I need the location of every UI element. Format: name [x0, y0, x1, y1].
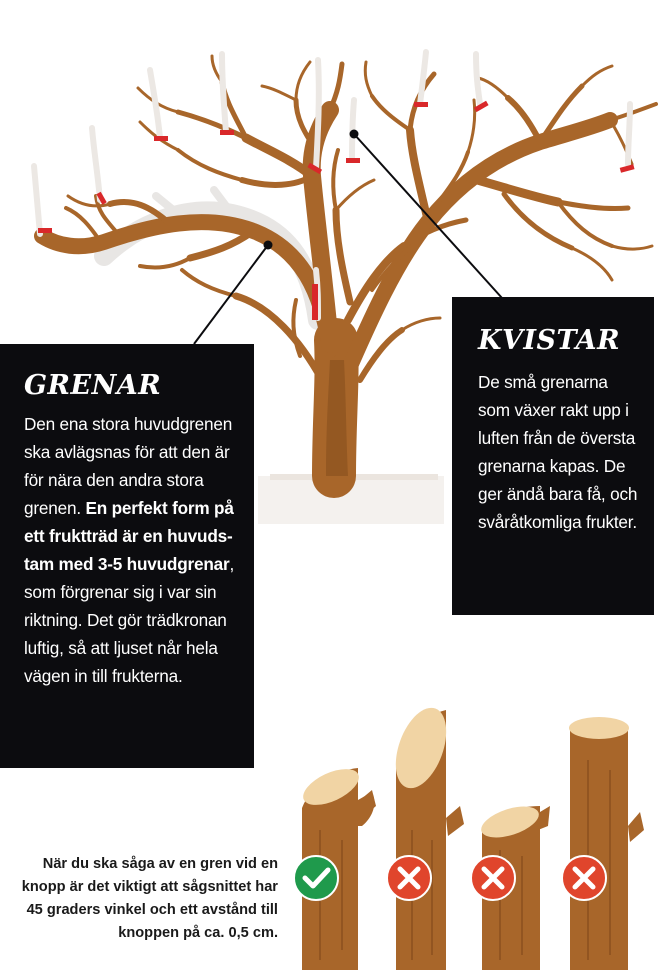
kvistar-info-box — [452, 297, 654, 615]
kvistar-pointer-dot — [350, 130, 359, 139]
kvistar-text: De små grenarna som växer rakt upp i luften från de översta grenarna kapas. De ger ändå bara få, och svåråtkomliga frukter. — [478, 372, 638, 532]
check-icon — [294, 856, 338, 900]
grenar-text — [24, 410, 240, 690]
trunk-shade — [326, 360, 348, 476]
grenar-pointer-dot — [264, 241, 273, 250]
kvistar-title: KVISTAR — [478, 325, 621, 356]
grenar-info-box — [0, 344, 254, 768]
grenar-text-bold: En perfekt form på ett fruktträd är en huvudstam med 3-5 huvudgrenar — [24, 498, 234, 574]
log-wrong-high — [386, 701, 464, 970]
log-wrong-flat — [569, 717, 644, 970]
grenar-text-part-1: Den ena stora huvudgrenen ska avlägsnas för att den är för nära den andra stora grenen. — [24, 414, 233, 518]
cross-icon — [387, 856, 431, 900]
grenar-title: GRENAR — [24, 370, 162, 401]
cut-examples — [298, 701, 644, 970]
grenar-text-part-2: , som förgrenar sig i var sin riktning. Det gör trädkronan luftig, så att ljuset når hela vägen in till frukterna. — [24, 554, 235, 686]
cut-caption: När du ska såga av en gren vid en knopp är det viktigt att sågsnittet har 45 graders vinkel och ett avstånd till knoppen på ca. 0,5 cm. — [21, 856, 278, 941]
cross-icon — [471, 856, 515, 900]
cross-icon — [562, 856, 606, 900]
